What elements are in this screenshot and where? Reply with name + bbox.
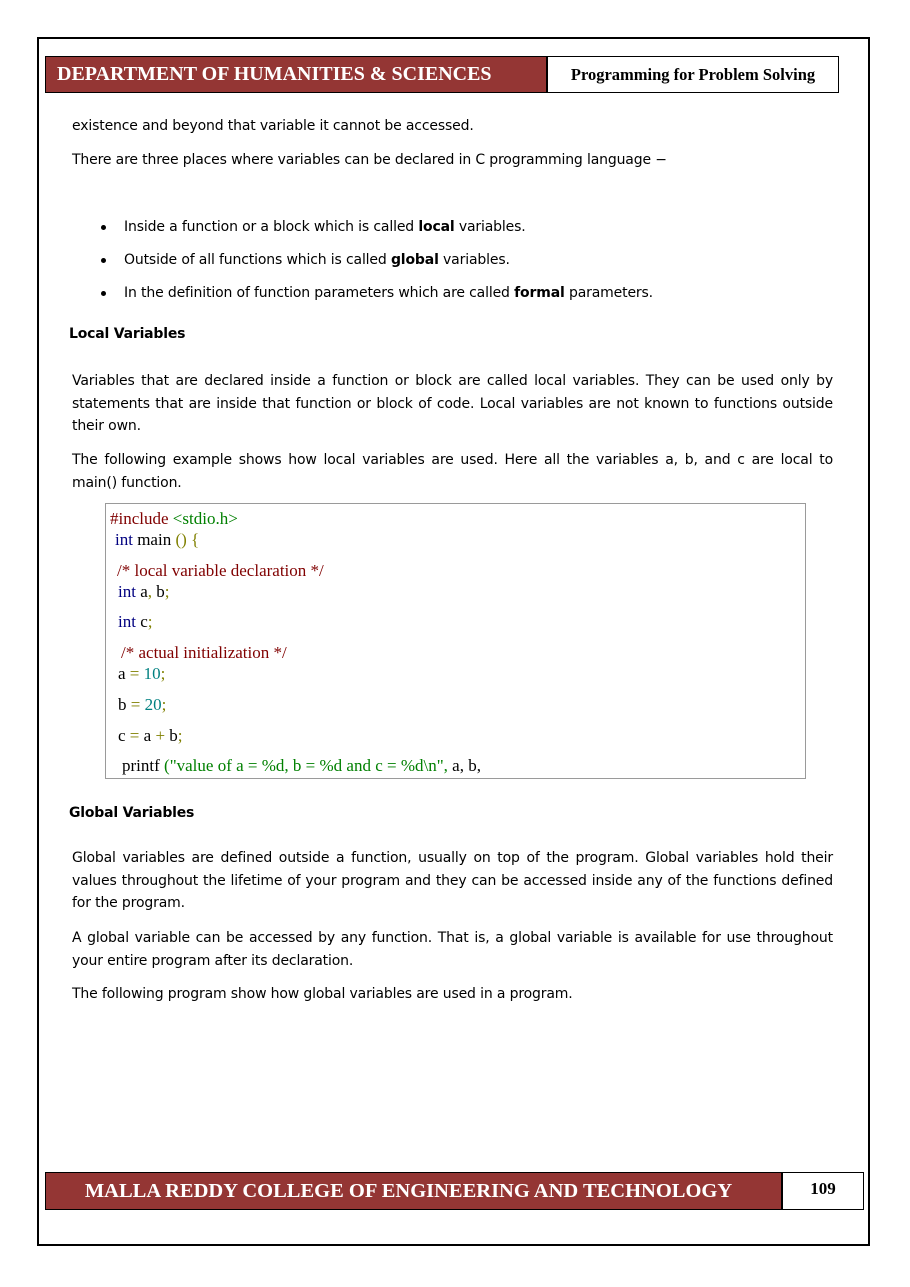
- list-item-text: In the definition of function parameters which are called: [124, 285, 515, 301]
- list-item: [98, 249, 653, 282]
- global-para-3: The following program show how global variables are used in a program.: [72, 986, 573, 1002]
- global-para-2: A global variable can be accessed by any function. That is, a global variable is available for use throughout your entire program after its declaration.: [72, 930, 833, 969]
- code-line: /* actual initialization */: [121, 643, 287, 662]
- declaration-places-list: [98, 216, 653, 315]
- department-title: DEPARTMENT OF HUMANITIES & SCIENCES: [46, 57, 548, 92]
- global-para-1: Global variables are defined outside a function, usually on top of the program. Global variables hold their values throughout the lifetime of your program and they can be accessed inside any of the functions defined for the program.: [72, 850, 833, 911]
- list-item-text: variables.: [454, 219, 526, 235]
- list-item: [98, 282, 653, 315]
- page-header: [45, 56, 839, 93]
- code-line: printf ("value of a = %d, b = %d and c = %d\n", a, b,: [122, 756, 481, 775]
- code-line: /* local variable declaration */: [117, 561, 324, 580]
- intro-continuation: existence and beyond that variable it cannot be accessed.: [72, 118, 474, 134]
- global-variables-heading: Global Variables: [69, 805, 195, 821]
- bullet-icon: [101, 291, 106, 296]
- code-line: a = 10;: [118, 664, 166, 683]
- list-item-text: Outside of all functions which is called: [124, 252, 391, 268]
- code-block: [105, 503, 806, 779]
- list-item-text: Inside a function or a block which is called: [124, 219, 419, 235]
- list-item-bold: local: [418, 219, 455, 235]
- code-line: int main () {: [115, 530, 200, 549]
- bullet-icon: [101, 258, 106, 263]
- list-item-text: variables.: [438, 252, 510, 268]
- local-variables-heading: Local Variables: [69, 326, 186, 342]
- course-title: Programming for Problem Solving: [548, 57, 838, 92]
- code-line: #include <stdio.h>: [110, 509, 238, 528]
- list-item: [98, 216, 653, 249]
- code-line: int a, b;: [118, 582, 170, 601]
- college-name: MALLA REDDY COLLEGE OF ENGINEERING AND TECHNOLOGY: [46, 1173, 783, 1209]
- code-line: c = a + b;: [118, 726, 183, 745]
- local-para-2: The following example shows how local variables are used. Here all the variables a, b, and c are local to main() function.: [72, 452, 833, 491]
- page-number: 109: [783, 1173, 863, 1209]
- code-line: b = 20;: [118, 695, 167, 714]
- list-item-bold: global: [390, 252, 439, 268]
- bullet-icon: [101, 225, 106, 230]
- code-line: int c;: [118, 612, 153, 631]
- list-item-text: parameters.: [564, 285, 653, 301]
- list-item-bold: formal: [514, 285, 565, 301]
- page-footer: [45, 1172, 864, 1210]
- local-para-1: Variables that are declared inside a function or block are called local variables. They can be used only by statements that are inside that function or block of code. Local variables are not known to functions outside their own.: [72, 373, 833, 434]
- intro-places: There are three places where variables can be declared in C programming language −: [72, 152, 667, 168]
